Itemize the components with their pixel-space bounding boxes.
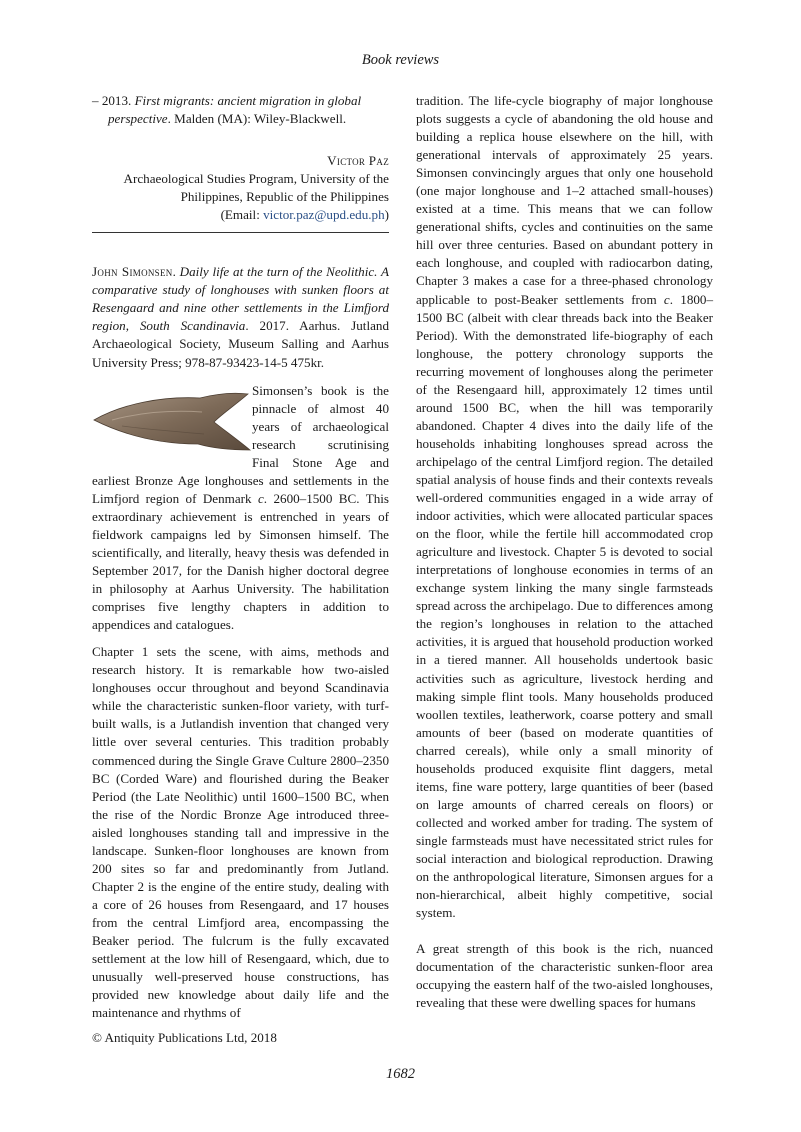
paragraph-strength: A great strength of this book is the rich, nuanced documentation of the characteristic sunken-floor area occupying the eastern half of the two-aisled longhouses, revealing that these were dwelling spaces for humans xyxy=(416,941,713,1011)
book-details: . 2017. Aarhus. Jutland Archaeological Society, Museum Salling and Aarhus University Press; 978-87-93423-14-5 475kr. xyxy=(92,318,389,370)
reviewer-email-line xyxy=(92,206,389,224)
intro-paragraph: Simonsen’s book is the pinnacle of almost 40 years of archaeological research scrutinising Final Stone Age and earliest Bronze Age longhouses and settlements in the Limfjord region of Denmark c. 2600–1500 BC. This extraordinary achievement is entrenched in years of fieldwork campaigns led by Simonsen himself. The scientifically, and literally, heavy thesis was defended in September 2017, for the Danish higher doctoral degree in philosophy at Aarhus University. The habilitation comprises five lengthy chapters in addition to appendices and catalogues. xyxy=(92,382,389,633)
left-column xyxy=(92,92,389,1022)
flint-arrowhead-image xyxy=(92,382,252,462)
right-column xyxy=(416,92,713,1012)
reference-title: First migrants: ancient migration in global perspective xyxy=(108,93,362,127)
reviewer-name: Victor Paz xyxy=(327,153,389,169)
reviewer-affiliation-line-1: Archaeological Studies Program, University of the xyxy=(123,171,389,187)
copyright-notice: © Antiquity Publications Ltd, 2018 xyxy=(92,1030,277,1045)
book-citation: John Simonsen. Daily life at the turn of the Neolithic. A comparative study of longhouses with sunken floors at Resengaard and nine other settlements in the Limfjord region, South Scandinavia. 2017. Aarhus. Jutland Archaeological Society, Museum Salling and Aarhus University Press; 978-87-93423-14-5 475kr. xyxy=(92,264,389,370)
running-head: Book reviews xyxy=(361,52,440,68)
email-suffix: ) xyxy=(384,207,389,223)
reference-entry xyxy=(92,92,389,128)
reviewer-email-link[interactable]: victor.paz@upd.edu.ph xyxy=(263,207,385,223)
book-title: Daily life at the turn of the Neolithic. A comparative study of longhouses with sunken floors at Resengaard and nine other settlements in the Limfjord region, South Scandinavia xyxy=(92,264,389,334)
book-author: John Simonsen xyxy=(92,264,173,280)
paragraph-chapter-1: Chapter 1 sets the scene, with aims, methods and research history. It is remarkable how two-aisled longhouses occur throughout and beyond Scandinavia while the characteristic sunken-floor variety, with turf-built walls, is a Jutlandish invention that changed very little over several centuries. This tradition probably commenced during the Single Grave Culture 2800–2350 BC (Corded Ware) and flourished during the Beaker Period (the Late Neolithic) until 1600–1500 BC, when the rise of the Nordic Bronze Age introduced three-aisled longhouses standing tall and impressive in the landscape. Sunken-floor longhouses are known from 200 sites so far and predominantly from Jutland. Chapter 2 is the engine of the entire study, dealing with a core of 26 houses from Resengaard, and 17 houses from the central Limfjord area, encompassing the Beaker period. The fulcrum is the fully excavated settlement at the low hill of Resengaard, which, due to unusually well-preserved house constructions, has provided new knowledge about daily life and the maintenance and rhythms of xyxy=(92,644,389,1021)
paragraph-continuation: tradition. The life-cycle biography of major longhouse plots suggests a cycle of abandoning the old house and building a replica house elsewhere on the hill, with generational intervals of approximately 25 years. Simonsen convincingly argues that only one household (one major longhouse and 1–2 attached small-houses) existed at a time. This means that we can follow generational shifts, cycles and continuities on the same hill over three centuries. Based on abundant pottery in each longhouse, and coupled with radiocarbon dating, Chapter 3 makes a case for a three-phased chronology applicable to post-Beaker settlements from c. 1800–1500 BC (albeit with clear threads back into the Beaker Period). With the demonstrated life-biography of each longhouse, the pottery chronology supports the recurring movement of longhouses along the perimeter of the Resengaard hill, approximately 12 times until around 1500 BC, when the hill was temporarily abandoned. Chapter 4 dives into the daily life of the households inhabiting longhouses spread across the archipelago of the central Limfjord region. The detailed spatial analysis of house finds and their contexts reveals well-ordered communities engaged in a wide array of indoor activities, which were allocated particular spaces on the floor, while the fertile hill accommodated crop agriculture and livestock. Chapter 5 is devoted to social interpretations of longhouse economies in terms of an exchange system linking the many single farmsteads spread across the archipelago. Due to differences among the region’s longhouses in relation to the attached activities, it is argued that household production worked in a tiered manner. All households undertook basic activities such as agriculture, livestock herding and making simple flint tools. Many households produced woollen textiles, leatherwork, coarse pottery and small amounts of beer (based on moderate quantities of charred cereals), while only a small minority of households produced exquisite flint daggers, metal items, fine ware pottery, large quantities of beer (based on large amounts of charred cereals on floors) or collected and worked amber for trading. The system of single farmsteads must have necessitated strict rules for social interaction and biological reproduction. Drawing on the anthropological literature, Simonsen argues for a non-hierarchical, albeit highly competitive, social system. xyxy=(416,93,714,921)
intro-with-figure xyxy=(92,382,389,635)
reviewer-block xyxy=(92,152,389,224)
reference-prefix: – 2013. xyxy=(92,93,135,108)
reference-tail: . Malden (MA): Wiley-Blackwell. xyxy=(167,111,347,127)
section-divider xyxy=(92,232,389,233)
email-prefix: (Email: xyxy=(220,207,264,223)
page-number: 1682 xyxy=(386,1066,415,1082)
reviewer-affiliation-line-2: Philippines, Republic of the Philippines xyxy=(180,189,389,205)
